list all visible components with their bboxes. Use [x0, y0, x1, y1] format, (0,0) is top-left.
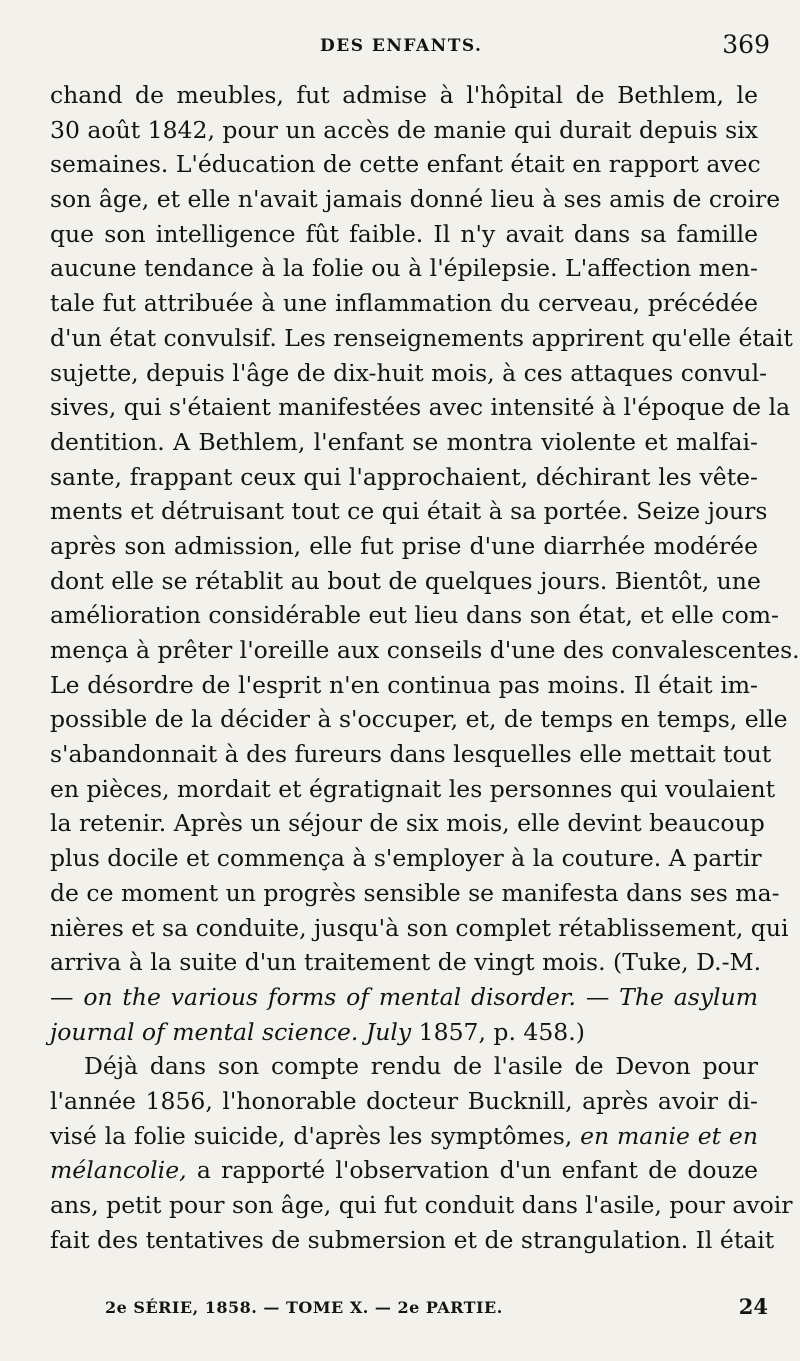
text-line: mélancolie, a rapporté l'observation d'un enfant de douze: [50, 1156, 758, 1185]
paragraph-1: [50, 78, 800, 980]
citation-line-1: — on the various forms of mental disorder. — The asylum: [50, 982, 758, 1011]
signature-mark: 24: [738, 1294, 768, 1319]
text-line: sante, frappant ceux qui l'approchaient, déchirant les vête-: [50, 462, 758, 491]
text-line: amélioration considérable eut lieu dans son état, et elle com-: [50, 601, 779, 630]
text-line: Déjà dans son compte rendu de l'asile de Devon pour: [84, 1052, 758, 1081]
text-line: l'année 1856, l'honorable docteur Bucknill, après avoir di-: [50, 1086, 758, 1115]
text-line: nières et sa conduite, jusqu'à son complet rétablissement, qui: [50, 913, 789, 942]
text-line: d'un état convulsif. Les renseignements apprirent qu'elle était: [50, 323, 793, 352]
text-line: tale fut attribuée à une inflammation du cerveau, précédée: [50, 289, 758, 318]
text-line: visé la folie suicide, d'après les symptômes, en manie et en: [50, 1121, 758, 1150]
running-head: DES ENFANTS.: [320, 36, 483, 56]
text-line: plus docile et commença à s'employer à la couture. A partir: [50, 844, 762, 873]
text-line: ans, petit pour son âge, qui fut conduit dans l'asile, pour avoir: [50, 1191, 793, 1219]
page-header: [0, 30, 800, 70]
text-line: dentition. A Bethlem, l'enfant se montra violente et malfai-: [50, 427, 758, 456]
text-line: s'abandonnait à des fureurs dans lesquelles elle mettait tout: [50, 740, 772, 769]
text-line: 30 août 1842, pour un accès de manie qui durait depuis six: [50, 115, 758, 144]
text-line: sives, qui s'étaient manifestées avec intensité à l'époque de la: [50, 393, 791, 422]
text-line: de ce moment un progrès sensible se manifesta dans ses ma-: [50, 878, 780, 907]
page-footer-imprint: 2e SÉRIE, 1858. — TOME X. — 2e PARTIE.: [105, 1298, 503, 1317]
text-line: en pièces, mordait et égratignait les personnes qui voulaient: [50, 774, 776, 803]
text-line: dont elle se rétablit au bout de quelques jours. Bientôt, une: [50, 566, 761, 595]
text-line: ments et détruisant tout ce qui était à sa portée. Seize jours: [50, 497, 768, 526]
text-line: que son intelligence fût faible. Il n'y avait dans sa famille: [50, 219, 758, 248]
text-line: son âge, et elle n'avait jamais donné lieu à ses amis de croire: [50, 185, 781, 214]
text-line: mença à prêter l'oreille aux conseils d'une des convalescentes.: [50, 636, 800, 664]
text-line: sujette, depuis l'âge de dix-huit mois, à ces attaques convul-: [50, 358, 768, 387]
text-line: aucune tendance à la folie ou à l'épilepsie. L'affection men-: [50, 254, 758, 283]
text-line: arriva à la suite d'un traitement de vingt mois. (Tuke, D.-M.: [50, 948, 762, 977]
citation-line-2: journal of mental science. July 1857, p. 458.): [50, 1017, 585, 1046]
page-number: 369: [722, 30, 770, 59]
text-line: après son admission, elle fut prise d'une diarrhée modérée: [50, 531, 758, 560]
body-text: [50, 78, 800, 1257]
paragraph-2: [50, 1049, 793, 1257]
text-line: possible de la décider à s'occuper, et, de temps en temps, elle: [50, 705, 788, 734]
text-line: fait des tentatives de submersion et de strangulation. Il était: [50, 1225, 775, 1254]
text-line: semaines. L'éducation de cette enfant était en rapport avec: [50, 150, 761, 179]
text-line: chand de meubles, fut admise à l'hôpital de Bethlem, le: [50, 81, 758, 109]
text-line: Le désordre de l'esprit n'en continua pas moins. Il était im-: [50, 670, 758, 699]
text-line: la retenir. Après un séjour de six mois, elle devint beaucoup: [50, 809, 765, 838]
